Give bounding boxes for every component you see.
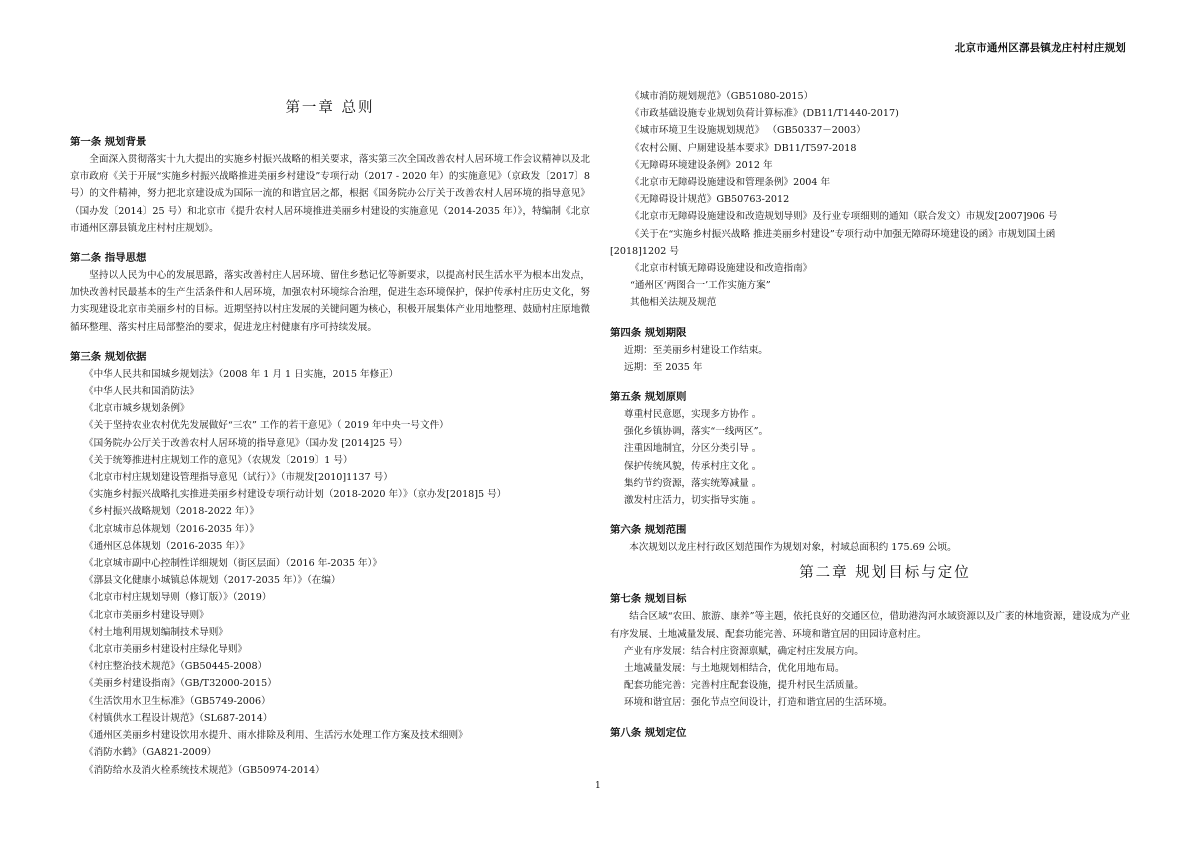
list-item: [2018]1202 号 [610,245,679,257]
list-item: 《中华人民共和国城乡规划法》（2008 年 1 月 1 日实施，2015 年修正） [84,368,399,380]
list-item: 《实施乡村振兴战略扎实推进美丽乡村建设专项行动计划（2018-2020 年）》（京办发[2018]5 号） [84,489,507,501]
list-item: 《北京市无障碍设施建设和管理条例》2004 年 [630,177,831,189]
list-item: 《关于坚持农业农村优先发展做好“三农” 工作的若干意见》（ 2019 年中央一号文件） [84,420,449,432]
section-2-text: 坚持以人民为中心的发展思路，落实改善村庄人居环境、留住乡愁记忆等新要求，以提高村民生活水平为根本出发点，加快改善村民最基本的生产生活条件和人居环境，加强农村环境综合治理，促进生态环境保护，保护传承村庄历史文化，努力实现建设北京市美丽乡村的目标。近期坚持以村庄发展的关键问题为核心，积极开展集体产业用地整理、鼓励村庄原地微循环整理、落实村庄局部整治的要求，促进龙庄村健康有序可持续发展。 [70,270,590,333]
list-item: 《无障碍设计规范》GB50763-2012 [630,194,790,206]
list-item: 《北京城市副中心控制性详细规划（街区层面）（2016 年-2035 年）》 [84,558,383,570]
list-item: 《村镇供水工程设计规范》（SL687-2014） [84,712,273,724]
list-item: 《北京市村庄规划建设管理指导意见（试行）》（市规发[2010]1137 号） [84,472,393,484]
list-item: 《关于统筹推进村庄规划工作的意见》（农规发〔2019〕1 号） [84,454,353,466]
section-8-title: 第八条 规划定位 [610,726,687,739]
list-item: 尊重村民意愿，实现多方协作 。 [624,409,762,421]
left-column [70,97,590,779]
section-1-title: 第一条 规划背景 [70,136,147,148]
list-item: 《北京市城乡规划条例》 [84,403,190,415]
list-item: 近期：至美丽乡村建设工作结束。 [624,344,768,356]
list-item: 《通州区总体规划（2016-2035 年）》 [84,540,250,552]
list-item: 远期：至 2035 年 [624,361,703,373]
chapter-2-title: 第二章 规划目标与定位 [799,565,971,582]
section-6-title: 第六条 规划范围 [610,524,687,537]
section-5-title: 第五条 规划原则 [610,391,687,404]
list-item: 《农村公厕、户厕建设基本要求》DB11/T597-2018 [630,142,857,154]
list-item: 《北京市无障碍设施建设和改造规划导则》及行业专项细则的通知（联合发文）市规发[2007]906 号 [630,211,1058,223]
list-item: 《乡村振兴战略规划（2018-2022 年）》 [84,506,260,518]
section-3-title: 第三条 规划依据 [70,350,147,363]
list-item: 配套功能完善：完善村庄配套设施，提升村民生活质量。 [624,680,864,692]
list-item: 《关于在“实施乡村振兴战略 推进美丽乡村建设”专项行动中加强无障碍环境建设的函》市规划国土函 [630,228,1056,240]
list-item: 《村庄整治技术规范》（GB50445-2008） [84,661,268,673]
list-item: 《北京城市总体规划（2016-2035 年）》 [84,523,260,535]
page-header: 北京市通州区漷县镇龙庄村村庄规划 [954,42,1126,54]
list-item: 《漷县文化健康小城镇总体规划（2017-2035 年）》（在编） [84,575,341,587]
list-item: 《北京市美丽乡村建设导则》 [84,609,209,621]
section-1-text: 全面深入贯彻落实十九大提出的实施乡村振兴战略的相关要求，落实第三次全国改善农村人居环境工作会议精神以及北京市政府《关于开展“实施乡村振兴战略推进美丽乡村建设”专项行动（2017 - 2020 年）的实施意见》（京政发〔2017〕8 号）的文件精神，努力把北京建设成为国际一流的和谐宜居之都，根据《国务院办公厅关于改善农村人居环境的指导意见》（国办发〔2014〕25 号）和北京市《提升农村人居环境推进美丽乡村建设的实施意见（2014-2035 年）》，特编制《北京市通州区漷县镇龙庄村村庄规划》。 [70,154,590,234]
section-7-text: 结合区域“农田、旅游、康养”等主题，依托良好的交通区位，借助港沟河水域资源以及广袤的林地资源，建设成为产业有序发展、土地减量发展、配套功能完善、环境和谐宜居的田园诗意村庄。 [610,611,1130,640]
list-item: 《消防给水及消火栓系统技术规范》（GB50974-2014） [84,764,325,776]
list-item: 强化乡镇协调，落实“一线两区”。 [624,426,769,438]
list-item: 《北京市村镇无障碍设施建设和改造指南》 [630,263,813,275]
list-item: “通州区‘两图合一’工作实施方案” [630,280,771,292]
list-item: 《无障碍环境建设条例》2012 年 [630,159,773,171]
list-item: 土地减量发展：与土地规划相结合，优化用地布局。 [624,663,845,675]
chapter-1-title: 第一章 总则 [285,100,375,116]
section-2-title: 第二条 指导思想 [70,252,147,265]
list-item: 产业有序发展：结合村庄资源禀赋，确定村庄发展方向。 [624,645,864,657]
page-number: 1 [595,781,601,791]
list-item: 其他相关法规及规范 [630,297,717,309]
section-7-title: 第七条 规划目标 [610,593,687,606]
list-item: 《消防水鹤》（GA821-2009） [84,747,217,759]
list-item: 保护传统风貌，传承村庄文化 。 [624,460,762,472]
section-3-list-continued [610,88,1130,312]
list-item: 《北京市美丽乡村建设村庄绿化导则》 [84,644,248,656]
list-item: 《城市环境卫生设施规划规范》 （GB50337－2003） [630,125,866,137]
section-6-text: 本次规划以龙庄村行政区划范围作为规划对象，村域总面积约 175.69 公顷。 [629,542,957,554]
list-item: 《村土地利用规划编制技术导则》 [84,626,228,638]
list-item: 《北京市村庄规划导则（修订版）》（2019） [84,592,272,604]
list-item: 《市政基础设施专业规划负荷计算标准》(DB11/T1440-2017) [630,108,899,120]
list-item: 激发村庄活力，切实指导实施 。 [624,495,762,507]
right-column [610,88,1130,742]
list-item: 《国务院办公厅关于改善农村人居环境的指导意见》（国办发 [2014]25 号） [84,437,408,449]
list-item: 环境和谐宜居：强化节点空间设计，打造和谐宜居的生活环境。 [624,697,893,709]
list-item: 集约节约资源，落实统筹减量 。 [624,477,762,489]
list-item: 《生活饮用水卫生标准》（GB5749-2006） [84,695,271,707]
list-item: 《中华人民共和国消防法》 [84,386,200,398]
list-item: 《美丽乡村建设指南》（GB/T32000-2015） [84,678,277,690]
section-4-title: 第四条 规划期限 [610,326,687,339]
list-item: 注重因地制宜，分区分类引导 。 [624,443,762,455]
list-item: 《通州区美丽乡村建设饮用水提升、雨水排除及利用、生活污水处理工作方案及技术细则》 [84,730,468,742]
section-3-list [70,366,590,779]
list-item: 《城市消防规划规范》（GB51080-2015） [630,91,814,102]
